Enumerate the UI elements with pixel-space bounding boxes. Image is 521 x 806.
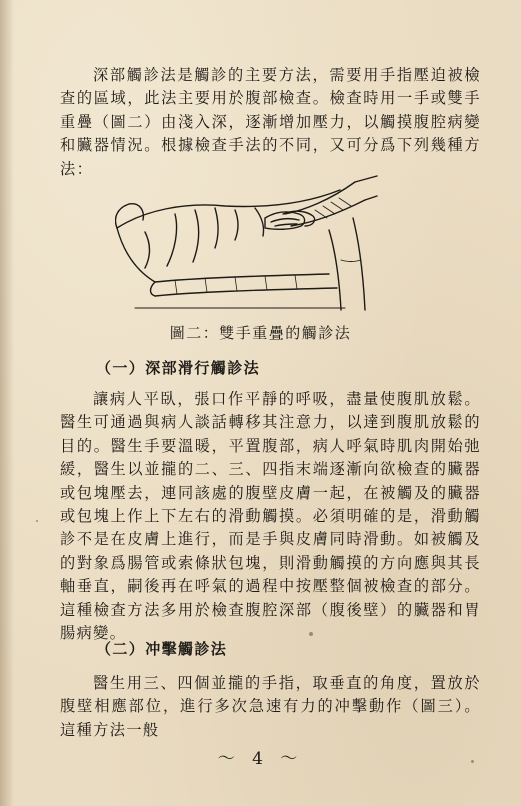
intro-paragraph: 深部觸診法是觸診的主要方法，需要用手指壓迫被檢查的區域，此法主要用於腹部檢查。檢查時用一手或雙手重疊（圖二）由淺入深，逐漸增加壓力，以觸摸腹腔病變和臟器情況。根據檢查手法的不同，又可分爲下列幾種方法： — [60, 66, 481, 178]
section-heading-deep-sliding-palpation: （一）深部滑行觸診法 — [96, 359, 261, 377]
section-heading-impact-palpation: （二）冲擊觸診法 — [96, 640, 228, 658]
figure-two-bimanual-palpation-illustration — [115, 170, 380, 315]
sliding-palpation-paragraph: 讓病人平臥，張口作平靜的呼吸，盡量使腹肌放鬆。醫生可通過與病人談話轉移其注意力，以達到腹肌放鬆的目的。醫生手要溫暖，平置腹部，病人呼氣時肌肉開始弛緩，醫生以並攏的二、三、四指末端逐漸向欲檢查的臟器或包塊壓去，連同該處的腹壁皮膚一起，在被觸及的臟器或包塊上作上下左右的滑動觸摸。必須明確的是，滑動觸診不是在皮膚上進行，而是手與皮膚同時滑動。如被觸及的對象爲腸管或索條狀包塊，則滑動觸摸的方向應與其長軸垂直，嗣後再在呼氣的過程中按壓整個被檢查的部分。這種檢查方法多用於檢查腹腔深部（腹後壁）的臟器和胃腸病變。 — [60, 390, 481, 643]
paper-speck — [309, 632, 313, 636]
paper-speck — [471, 760, 474, 763]
page-number: ～ 4 ～ — [217, 749, 304, 769]
figure-two-caption: 圖二：雙手重疊的觸診法 — [169, 324, 352, 342]
paper-speck — [36, 520, 38, 522]
impact-palpation-paragraph: 醫生用三、四個並攏的手指，取垂直的角度，置放於腹壁相應部位，進行多次急速有力的冲擊動作（圖三）。這種方法一般 — [60, 674, 481, 739]
page-edge-shadow — [0, 0, 14, 806]
